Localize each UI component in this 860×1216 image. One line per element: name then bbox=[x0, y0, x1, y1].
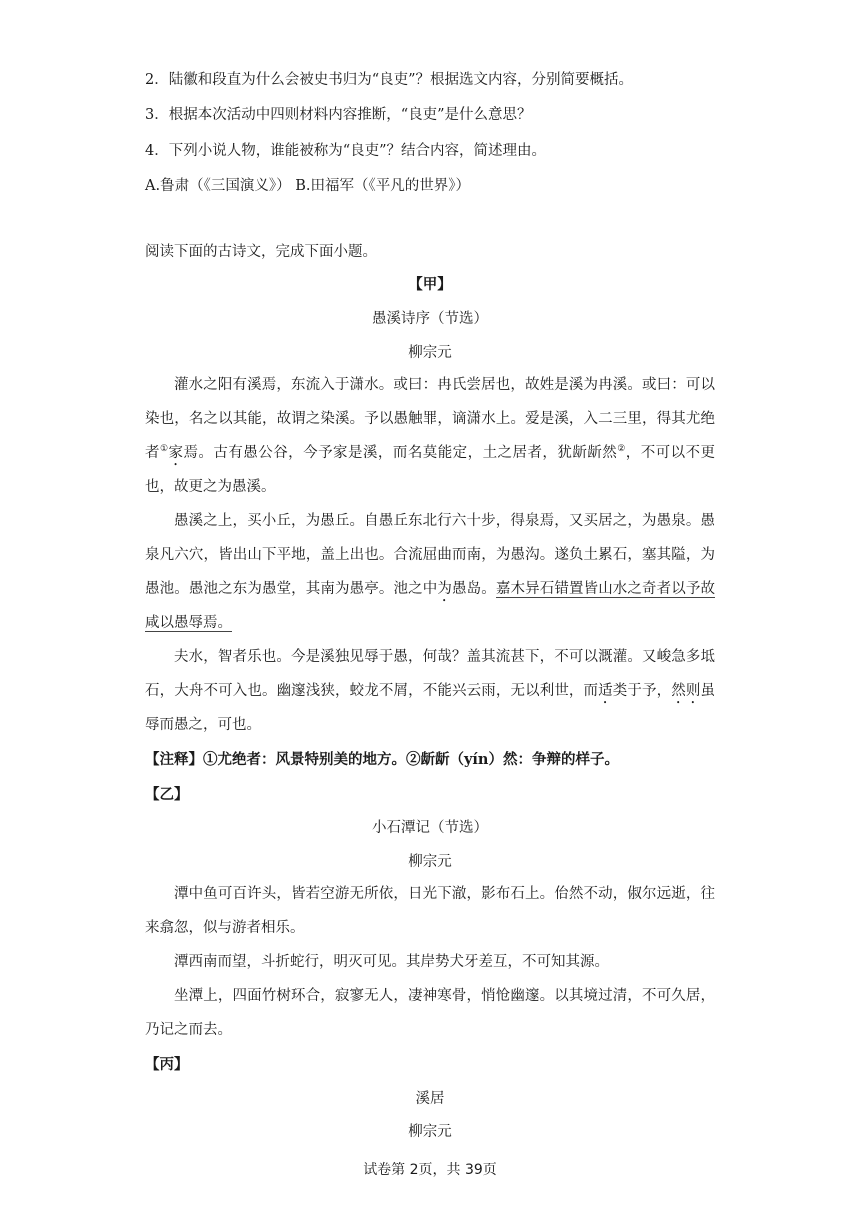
underlined-sentence: 嘉木异石错置皆山水之奇者以予故咸以愚辱焉。 bbox=[145, 581, 716, 631]
section-bing-author: 柳宗元 bbox=[408, 1124, 452, 1140]
section-jia-author: 柳宗元 bbox=[408, 345, 452, 361]
section-bing-tag: 【丙】 bbox=[145, 1056, 189, 1073]
reading-intro: 阅读下面的古诗文，完成下面小题。 bbox=[145, 244, 377, 260]
section-jia-title: 愚溪诗序（节选） bbox=[372, 311, 488, 327]
yi-paragraph-2: 潭西南而望，斗折蛇行，明灭可见。其岸势犬牙差互，不可知其源。 bbox=[174, 954, 609, 970]
question-4: 4．下列小说人物，谁能被称为“良吏”？结合内容，简述理由。 bbox=[145, 143, 547, 159]
question-3: 3．根据本次活动中四则材料内容推断，“良吏”是什么意思？ bbox=[145, 107, 532, 123]
section-yi-author: 柳宗元 bbox=[408, 854, 452, 870]
section-yi-title: 小石潭记（节选） bbox=[372, 820, 488, 836]
jia-paragraph-1: 灌水之阳有溪焉，东流入于潇水。或曰：冉氏尝居也，故姓是溪为冉溪。或曰：可以染也，名之以其能，故谓之染溪。予以愚触罪，谪潇水上。爱是溪，入二三里，得其尤绝者①家焉。古有愚公谷，今予家是溪，而名莫能定，土之居者，犹龂龂然②，不可以不更也，故更之为愚溪。 bbox=[145, 377, 716, 495]
yi-paragraph-3: 坐潭上，四面竹树环合，寂寥无人，凄神寒骨，悄怆幽邃。以其境过清，不可久居，乃记之而去。 bbox=[145, 988, 715, 1038]
section-bing-title: 溪居 bbox=[415, 1091, 445, 1107]
page-footer: 试卷第 2页，共 39页 bbox=[363, 1162, 497, 1178]
jia-paragraph-2: 愚溪之上，买小丘，为愚丘。自愚丘东北行六十步，得泉焉，又买居之，为愚泉。愚泉凡六穴，皆出山下平地，盖上出也。合流屈曲而南，为愚沟。遂负土累石，塞其隘，为愚池。愚池之东为愚堂，其南为愚亭。池之中为愚岛。嘉木异石错置皆山水之奇者以予故咸以愚辱焉。 bbox=[145, 513, 716, 631]
question-4-options: A.鲁肃（《三国演义》） B.田福军（《平凡的世界》） bbox=[145, 178, 470, 194]
annotation-note: 【注释】①尤绝者：风景特别美的地方。②龂龂（yín）然：争辩的样子。 bbox=[145, 751, 619, 768]
yi-paragraph-1: 潭中鱼可百许头，皆若空游无所依，日光下澈，影布石上。佁然不动，俶尔远逝，往来翕忽，似与游者相乐。 bbox=[145, 886, 715, 936]
jia-paragraph-3: 夫水，智者乐也。今是溪独见辱于愚，何哉？盖其流甚下，不可以溉灌。又峻急多坻石，大舟不可入也。幽邃浅狭，蛟龙不屑，不能兴云雨，无以利世，而适类于予，然则虽辱而愚之，可也。 bbox=[145, 649, 716, 733]
question-2: 2．陆徽和段直为什么会被史书归为“良吏”？根据选文内容，分别简要概括。 bbox=[145, 72, 634, 88]
section-jia-tag: 【甲】 bbox=[408, 276, 452, 293]
section-yi-tag: 【乙】 bbox=[145, 786, 189, 803]
